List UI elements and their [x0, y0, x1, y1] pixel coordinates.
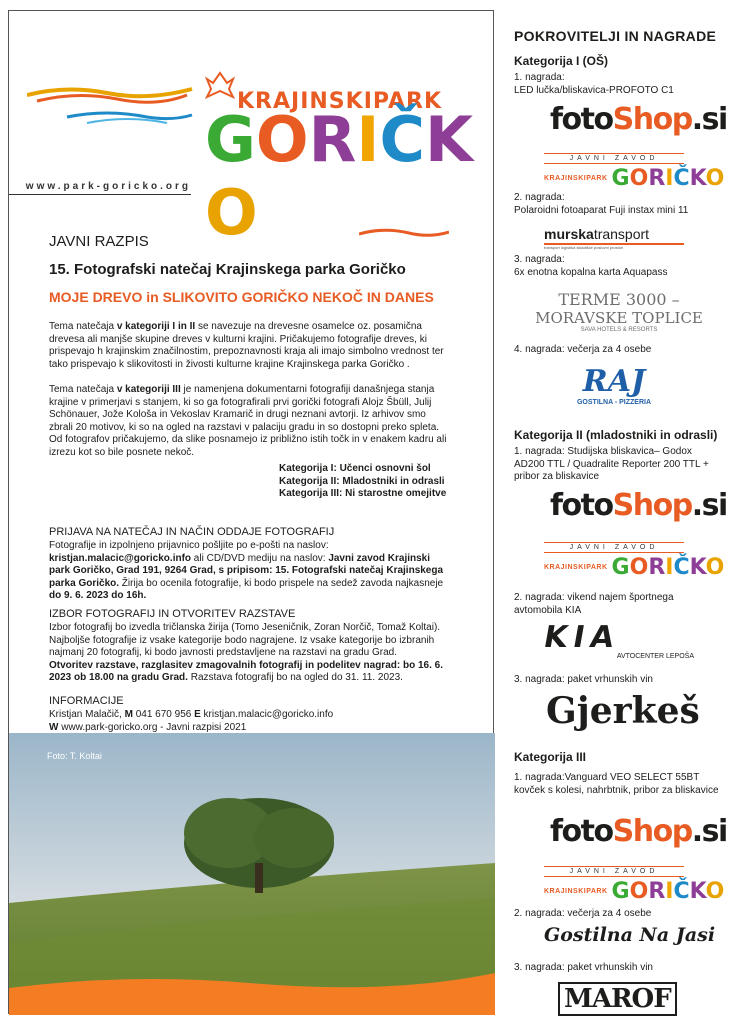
fotoshop-logo: fotoShop.si	[550, 102, 727, 137]
raj-gostilna-logo: RAJ GOSTILNA - PIZZERIA	[576, 364, 652, 406]
prize-text: 2. nagrada: Polaroidni fotoaparat Fuji instax mini 11	[514, 192, 689, 216]
razpis-label: JAVNI RAZPIS	[49, 233, 149, 250]
prize-text: 1. nagrada:Vanguard VEO SELECT 55BT kovček s kolesi, nahrbtnik, pribor za bliskavice	[514, 772, 719, 796]
marof-logo: MAROF	[558, 982, 677, 1016]
tree-photo	[9, 733, 495, 1015]
logo-letter: O	[205, 176, 258, 249]
prize-text: 4. nagrada: večerja za 4 osebe	[514, 344, 652, 355]
gostilna-na-jasi-logo: Gostilna Na Jasi	[544, 924, 716, 946]
prijava-text: Fotografije in izpolnjeno prijavnico pošljite po e-pošti na naslov: kristjan.malacic@goricko.info ali CD/DVD mediju na naslov: Javni zavod Krajinski park Goričko, Grad 191, 9264 Grad, s pripisom: 15. Fotografski natečaj Krajinskega parka Goričko. Žirija bo ocenila fotografije, ki bodo prispele na sedež zavoda najkasneje do 9. 6. 2023 do 16h.	[49, 540, 444, 602]
fotoshop-logo: fotoShop.si	[550, 814, 727, 849]
logo-letter: O	[255, 103, 309, 176]
logo-letter: I	[356, 103, 380, 176]
small-wave-graphic	[359, 227, 449, 239]
sponsors-panel	[504, 10, 726, 1020]
kia-logo: KIA AVTOCENTER LEPOŠA	[540, 620, 694, 660]
izbor-heading: IZBOR FOTOGRAFIJ IN OTVORITEV RAZSTAVE	[49, 608, 296, 620]
fotoshop-logo: fotoShop.si	[550, 488, 727, 523]
murska-transport-logo: murskatransport transport logistika skladišče poslovni prostori	[544, 226, 684, 250]
terme-3000-logo: TERME 3000 – MORAVSKE TOPLICE SAVA HOTELS & RESORTS	[535, 290, 703, 333]
prize-text: 1. nagrada: LED lučka/bliskavica-PROFOTO C1	[514, 72, 674, 96]
gjerkes-logo: Gjerkeš	[546, 690, 700, 732]
prize-text: 1. nagrada: Studijska bliskavica– Godox AD200 TTL / Quadralite Reporter 200 TTL + pribor za bliskavice	[514, 446, 709, 482]
category-item: Kategorija I: Učenci osnovni šol	[279, 463, 431, 474]
info-text: Kristjan Malačič, M 041 670 956 E kristjan.malacic@goricko.info W www.park-goricko.org - Javni razpisi 2021	[49, 709, 334, 733]
prize-text: 2. nagrada: vikend najem športnega avtomobila KIA	[514, 592, 674, 616]
category-2-heading: Kategorija II (mladostniki in odrasli)	[514, 428, 718, 442]
logo-letter: G	[205, 103, 256, 176]
logo-letter: K	[424, 103, 473, 176]
prize-text: 3. nagrada: paket vrhunskih vin	[514, 674, 653, 685]
category-item: Kategorija III: Ni starostne omejitve	[279, 488, 447, 500]
kp-goricko-logo: JAVNI ZAVOD KRAJINSKIPARK GORIČKO	[544, 155, 725, 191]
prijava-heading: PRIJAVA NA NATEČAJ IN NAČIN ODDAJE FOTOGRAFIJ	[49, 526, 335, 538]
prize-text: 3. nagrada: paket vrhunskih vin	[514, 962, 653, 973]
kp-goricko-logo: JAVNI ZAVOD KRAJINSKIPARK GORIČKO	[544, 544, 725, 580]
logo-goricko	[205, 103, 493, 249]
izbor-text: Izbor fotografij bo izvedla tričlanska žirija (Tomo Jeseničnik, Zoran Norčič, Tomaž Koltai). Najboljše fotografije iz vsake kategorije bodo nagrajene. Iz vsake kategorije bo izbranih najmanj 20 fotografij, ki bodo javnosti predstavljene na razstavi na gradu Grad. Otvoritev razstave, razglasitev zmagovalnih fotografij in podelitev nagrad: bo 16. 6. 2023 ob 18.00 na gradu Grad. Razstava fotografij bo na ogled do 31. 11. 2023.	[49, 622, 443, 684]
prize-text: 2. nagrada: večerja za 4 osebe	[514, 908, 652, 919]
contest-subtitle: MOJE DREVO in SLIKOVITO GORIČKO NEKOČ IN DANES	[49, 289, 434, 305]
contest-title: 15. Fotografski natečaj Krajinskega parka Goričko	[49, 261, 406, 278]
info-heading: INFORMACIJE	[49, 695, 124, 707]
category-item: Kategorija II: Mladostniki in odrasli	[279, 475, 445, 487]
category-3-heading: Kategorija III	[514, 750, 587, 764]
prize-text: 3. nagrada: 6x enotna kopalna karta Aquapass	[514, 254, 668, 278]
logo-letter: R	[308, 103, 357, 176]
kp-goricko-logo: JAVNI ZAVOD KRAJINSKIPARK GORIČKO	[544, 868, 725, 904]
poster-panel	[8, 10, 494, 1014]
logo-title: KRAJINSKIPARK	[237, 89, 442, 114]
sponsors-title: POKROVITELJI IN NAGRADE	[514, 28, 717, 44]
category-list	[279, 463, 446, 501]
website-url: www.park-goricko.org	[9, 181, 191, 195]
logo-letter: Č	[379, 103, 425, 176]
theme-paragraph-2: Tema natečaja v kategoriji III je namenjena dokumentarni fotografiji današnjega stanja krajine v primerjavi s stanjem, ki so ga fotografirali prvi gorički fotografi Alojz Šbüll, Julij Schönauer, Jože Kološa in Vekoslav Kramarič in drugi neznani avtorji. Iz arhivov smo zbrali 20 motivov, ki so na ogled na razstavi v palaciju gradu in so dostopni preko spleta. Od fotografov pričakujemo, da slike posnamejo iz približno istih točk in v enakem kadru ali izrezu kot so bile posnete nekoč.	[49, 384, 447, 458]
photo-caption: Foto: T. Koltai	[47, 751, 102, 761]
theme-paragraph-1: Tema natečaja v kategoriji I in II se navezuje na drevesne osamelce oz. posamična drevesa ali manjše skupine dreves v kulturni krajini. Pričakujemo fotografije dreves, ki prispevajo h krajinskim značilnostim, prepoznavnosti kraja ali imajo simbolno vrednost ter tako prispevajo k slikovitosti in živosti kulturne krajine Krajinskega parka Goričko .	[49, 321, 444, 370]
category-1-heading: Kategorija I (OŠ)	[514, 54, 609, 68]
wave-graphic	[27, 81, 197, 131]
park-icon	[205, 71, 235, 101]
